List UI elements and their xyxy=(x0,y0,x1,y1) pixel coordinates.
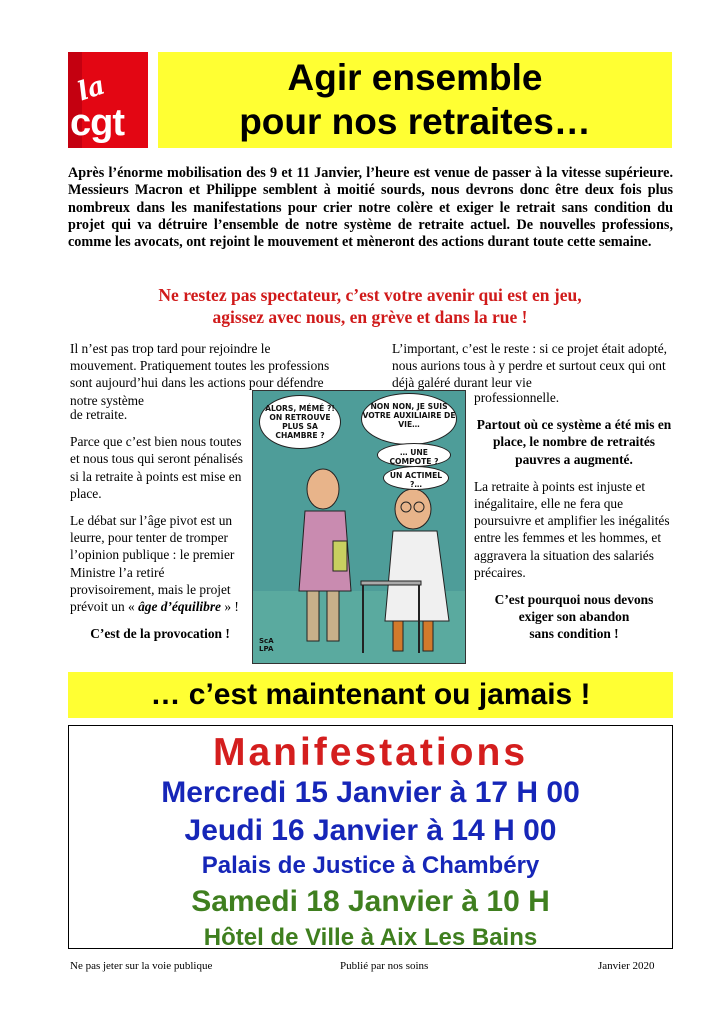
cartoon-illustration xyxy=(252,390,466,664)
event-line-1: Mercredi 15 Janvier à 17 H 00 xyxy=(161,776,580,809)
left-p3b: âge d’équilibre xyxy=(138,599,221,615)
right-p3: La retraite à points est injuste et inégalitaire, elle ne fera que poursuivre et amplifier les inégalités entre les femmes et les hommes, et aggravera la situation des salariés précaires. xyxy=(474,478,670,580)
logo-la: la xyxy=(74,70,109,108)
left-column xyxy=(70,406,250,652)
right-p4c: sans condition ! xyxy=(529,626,619,642)
right-p1a: L’important, c’est le reste : si ce projet était adopté, nous aurions tous à y perdre et surtout ceux qui ont déjà galéré durant leur vie xyxy=(392,341,668,391)
left-p1b: de retraite. xyxy=(70,407,128,422)
left-p4: C’est de la provocation ! xyxy=(90,626,230,642)
cgt-logo xyxy=(68,52,148,148)
footer-left: Ne pas jeter sur la voie publique xyxy=(70,960,213,972)
right-p2: Partout où ce système a été mis en place, le nombre de retraités pauvres a augmenté. xyxy=(476,417,672,467)
speech-bubble-3: … UNE COMPOTE ? xyxy=(377,443,451,467)
slogan-line1: Ne restez pas spectateur, c’est votre avenir qui est en jeu, xyxy=(158,285,582,305)
footer-right: Janvier 2020 xyxy=(598,960,655,972)
left-p2: Parce que c’est bien nous toutes et nous tous qui seront pénalisés si la retraite à points est mise en place. xyxy=(70,434,243,501)
events-box xyxy=(68,725,673,949)
logo-cgt: cgt xyxy=(70,102,124,144)
speech-bubble-2: NON NON, JE SUIS VOTRE AUXILIAIRE DE VIE… xyxy=(361,393,457,445)
slogan xyxy=(60,284,680,328)
left-p1a: Il n’est pas trop tard pour rejoindre le mouvement. Pratiquement toutes les professions sont aujourd’hui dans les actions pour défendre notre système xyxy=(70,341,330,408)
speech-bubble-1: ALORS, MÉMÉ ?! ON RETROUVE PLUS SA CHAMBRE ? xyxy=(259,395,341,449)
right-p4b: exiger son abandon xyxy=(518,609,630,625)
event-line-3: Palais de Justice à Chambéry xyxy=(201,852,540,879)
intro-paragraph: Après l’énorme mobilisation des 9 et 11 Janvier, l’heure est venue de passer à la vitesse supérieure. Messieurs Macron et Philippe semblent à moitié sourds, nous devrons donc être deux fois plus nombreux dans les manifestations pour crier notre colère et exiger le retrait sans condition du projet qui va détruire l’ensemble de notre système de retraite actuel. De nouvelles professions, comme les avocats, ont rejoint le mouvement et mèneront des actions durant toute cette semaine. xyxy=(68,165,673,251)
event-line-2: Jeudi 16 Janvier à 14 H 00 xyxy=(184,814,557,847)
right-column xyxy=(474,389,674,643)
title-line2: pour nos retraites… xyxy=(239,101,591,142)
footer-middle: Publié par nos soins xyxy=(340,960,429,972)
event-line-5: Hôtel de Ville à Aix Les Bains xyxy=(203,924,538,951)
left-p3a: Le débat sur l’âge pivot est un leurre, pour tenter de tromper l’opinion publique : le premier Ministre l’a retiré provisoirement, mais le projet prévoit un « xyxy=(70,513,235,615)
right-p1b: professionnelle. xyxy=(474,390,560,405)
title-banner xyxy=(158,52,672,148)
slogan-line2: agissez avec nous, en grève et dans la rue ! xyxy=(212,307,528,327)
speech-bubble-4: UN ACTIMEL ?… xyxy=(383,466,449,490)
left-p3c: » ! xyxy=(221,599,239,615)
left-p3 xyxy=(70,512,250,615)
tagline-banner: … c’est maintenant ou jamais ! xyxy=(68,672,673,718)
events-heading: Manifestations xyxy=(212,731,529,774)
right-column-top xyxy=(392,340,677,392)
event-line-4: Samedi 18 Janvier à 10 H xyxy=(191,885,550,918)
right-p4a: C’est pourquoi nous devons xyxy=(494,592,654,608)
cartoon-signature: ScA LPA xyxy=(259,637,274,653)
title-line1: Agir ensemble xyxy=(287,57,543,98)
